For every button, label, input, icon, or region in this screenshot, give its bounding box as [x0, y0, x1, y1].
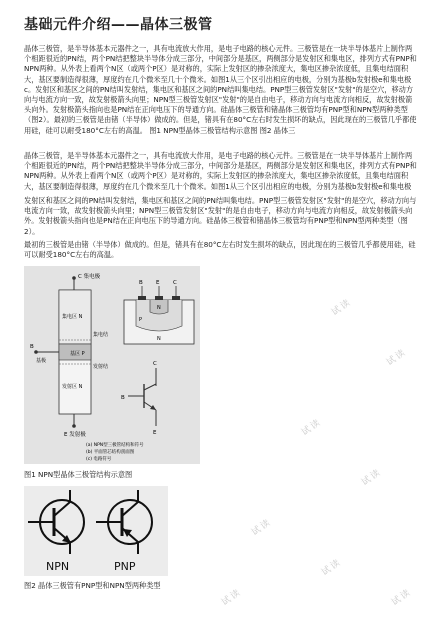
figure-npn-structure: [24, 266, 200, 464]
fig2-pnp-label: PNP: [114, 560, 136, 573]
figure2-caption: 图2 晶体三极管有PNP型和NPN型两种类型: [24, 581, 161, 590]
fig1-symbol-collector: C: [153, 361, 157, 367]
fig1-emitter-region-label: 发射区 N: [62, 384, 83, 390]
watermark-text: 试读: [219, 587, 244, 609]
watermark-text: 试读: [249, 517, 274, 539]
fig1-planar-n-top: N: [157, 305, 161, 311]
fig1-subcaption-a: (a) NPN型三极管结构和符号: [86, 443, 144, 448]
fig1-planar-base-letter: B: [139, 280, 143, 286]
fig1-collector-junction-label: 集电结: [93, 332, 109, 338]
fig1-base-letter: B: [30, 344, 34, 350]
document-title: 基础元件介绍——晶体三极管: [24, 17, 213, 33]
fig1-base-electrode-label: 基极: [36, 358, 47, 364]
watermark-text: 试读: [359, 467, 384, 489]
fig1-collector-label: C 集电极: [78, 274, 101, 280]
watermark-text: 试读: [319, 557, 344, 579]
fig1-symbol-base: B: [121, 395, 125, 401]
fig1-planar-n-bottom: N: [157, 336, 161, 342]
watermark-text: 试读: [329, 297, 354, 319]
fig1-subcaption-b: (b) 平面管芯结构剖面图: [86, 450, 135, 455]
fig1-planar-emitter-letter: E: [156, 280, 160, 286]
fig1-base-region-label: 基区 P: [70, 351, 85, 357]
fig1-emitter-label: E 发射极: [64, 432, 86, 438]
figure1-caption: 图1 NPN型晶体三极管结构示意图: [24, 470, 133, 479]
watermark-text: 试读: [384, 347, 409, 369]
figure-npn-structure-drawing: [24, 266, 200, 464]
paragraph-materials: 最初的三极管是由锗（半导体）做成的。但是，锗具有在80°C左右时发生损坏的缺点，因此现在的三极管几乎都使用硅，硅可以耐受180°C左右的高温。: [24, 240, 416, 260]
fig1-emitter-junction-label: 发射结: [93, 364, 109, 370]
fig1-planar-collector-letter: C: [173, 280, 177, 286]
fig2-npn-label: NPN: [46, 560, 70, 573]
fig1-symbol-emitter: E: [153, 430, 157, 436]
figure-npn-pnp-drawing: [24, 486, 168, 576]
fig1-planar-p: P: [139, 317, 143, 323]
paragraph-structure: 晶体三极管，是半导体基本元器件之一，具有电流放大作用，是电子电路的核心元件。三极管是在一块半导体基片上制作两个相距很近的PN结，两个PN结把整块半导体分成三部分，中间部分是基区，两侧部分是发射区和集电区，排列方式有PNP和NPN两种。从外表上看两个N区（或两个P区）是对称的，实际上发射区的掺杂浓度大，集电区掺杂浓度低，且集电结面积大，基区要制造得很薄，厚度约在几个微米至几十个微米。如图1从三个区引出相应的电极，分别为基极b发射极e和集电极: [24, 151, 417, 191]
paragraph-intro-summary: 晶体三极管，是半导体基本元器件之一，具有电流放大作用，是电子电路的核心元件。三极管是在一块半导体基片上制作两个相距很近的PN结，两个PN结把整块半导体分成三部分，中间部分是基区，两侧部分是发射区和集电区，排列方式有PNP和NPN两种。从外表上看两个N区（或两个P区）是对称的，实际上发射区的掺杂浓度大，集电区掺杂浓度低，且集电结面积大，基区要制造得很薄，厚度约在几个微米至几十个微米。如图1从三个区引出相应的电极，分别为基极b发射极e和集电极c。发射区和基区之间的PN结叫发射结，集电区和基区之间的PN结叫集电结。PNP型三极管发射区"发射"的是空穴，移动方向与电流方向一致，故发射极箭头向里；NPN型三极管发射区"发射"的是自由电子，移动方向与电流方向相反，故发射极箭头向外。发射极箭头指向也是PN结在正向电压下的导通方向。硅晶体三极管和锗晶体三极管均有PNP型和NPN型两种类型（图2）。最初的三极管是由锗（半导体）做成的。但是，锗具有在80°C左右时发生损坏的缺点，因此现在的三极管几乎都使用硅，硅可以耐受180°C左右的高温。 图1 NPN型晶体三极管结构示意图 图2 晶体三: [24, 44, 417, 135]
watermark-text: 试读: [299, 417, 324, 439]
figure-npn-pnp-symbols: [24, 486, 168, 576]
watermark-text: 试读: [389, 587, 414, 609]
fig1-subcaption-c: (c) 电路符号: [86, 457, 112, 462]
paragraph-junctions: 发射区和基区之间的PN结叫发射结，集电区和基区之间的PN结叫集电结。PNP型三极管发射区"发射"的是空穴，移动方向与电流方向一致，故发射极箭头向里；NPN型三极管发射区"发射"的是自由电子，移动方向与电流方向相反，故发射极箭头向外。发射极箭头指向也是PN结在正向电压下的导通方向。硅晶体三极管和锗晶体三极管均有PNP型和NPN型两种类型（图2）。: [24, 196, 417, 236]
fig1-collector-region-label: 集电区 N: [62, 314, 83, 320]
